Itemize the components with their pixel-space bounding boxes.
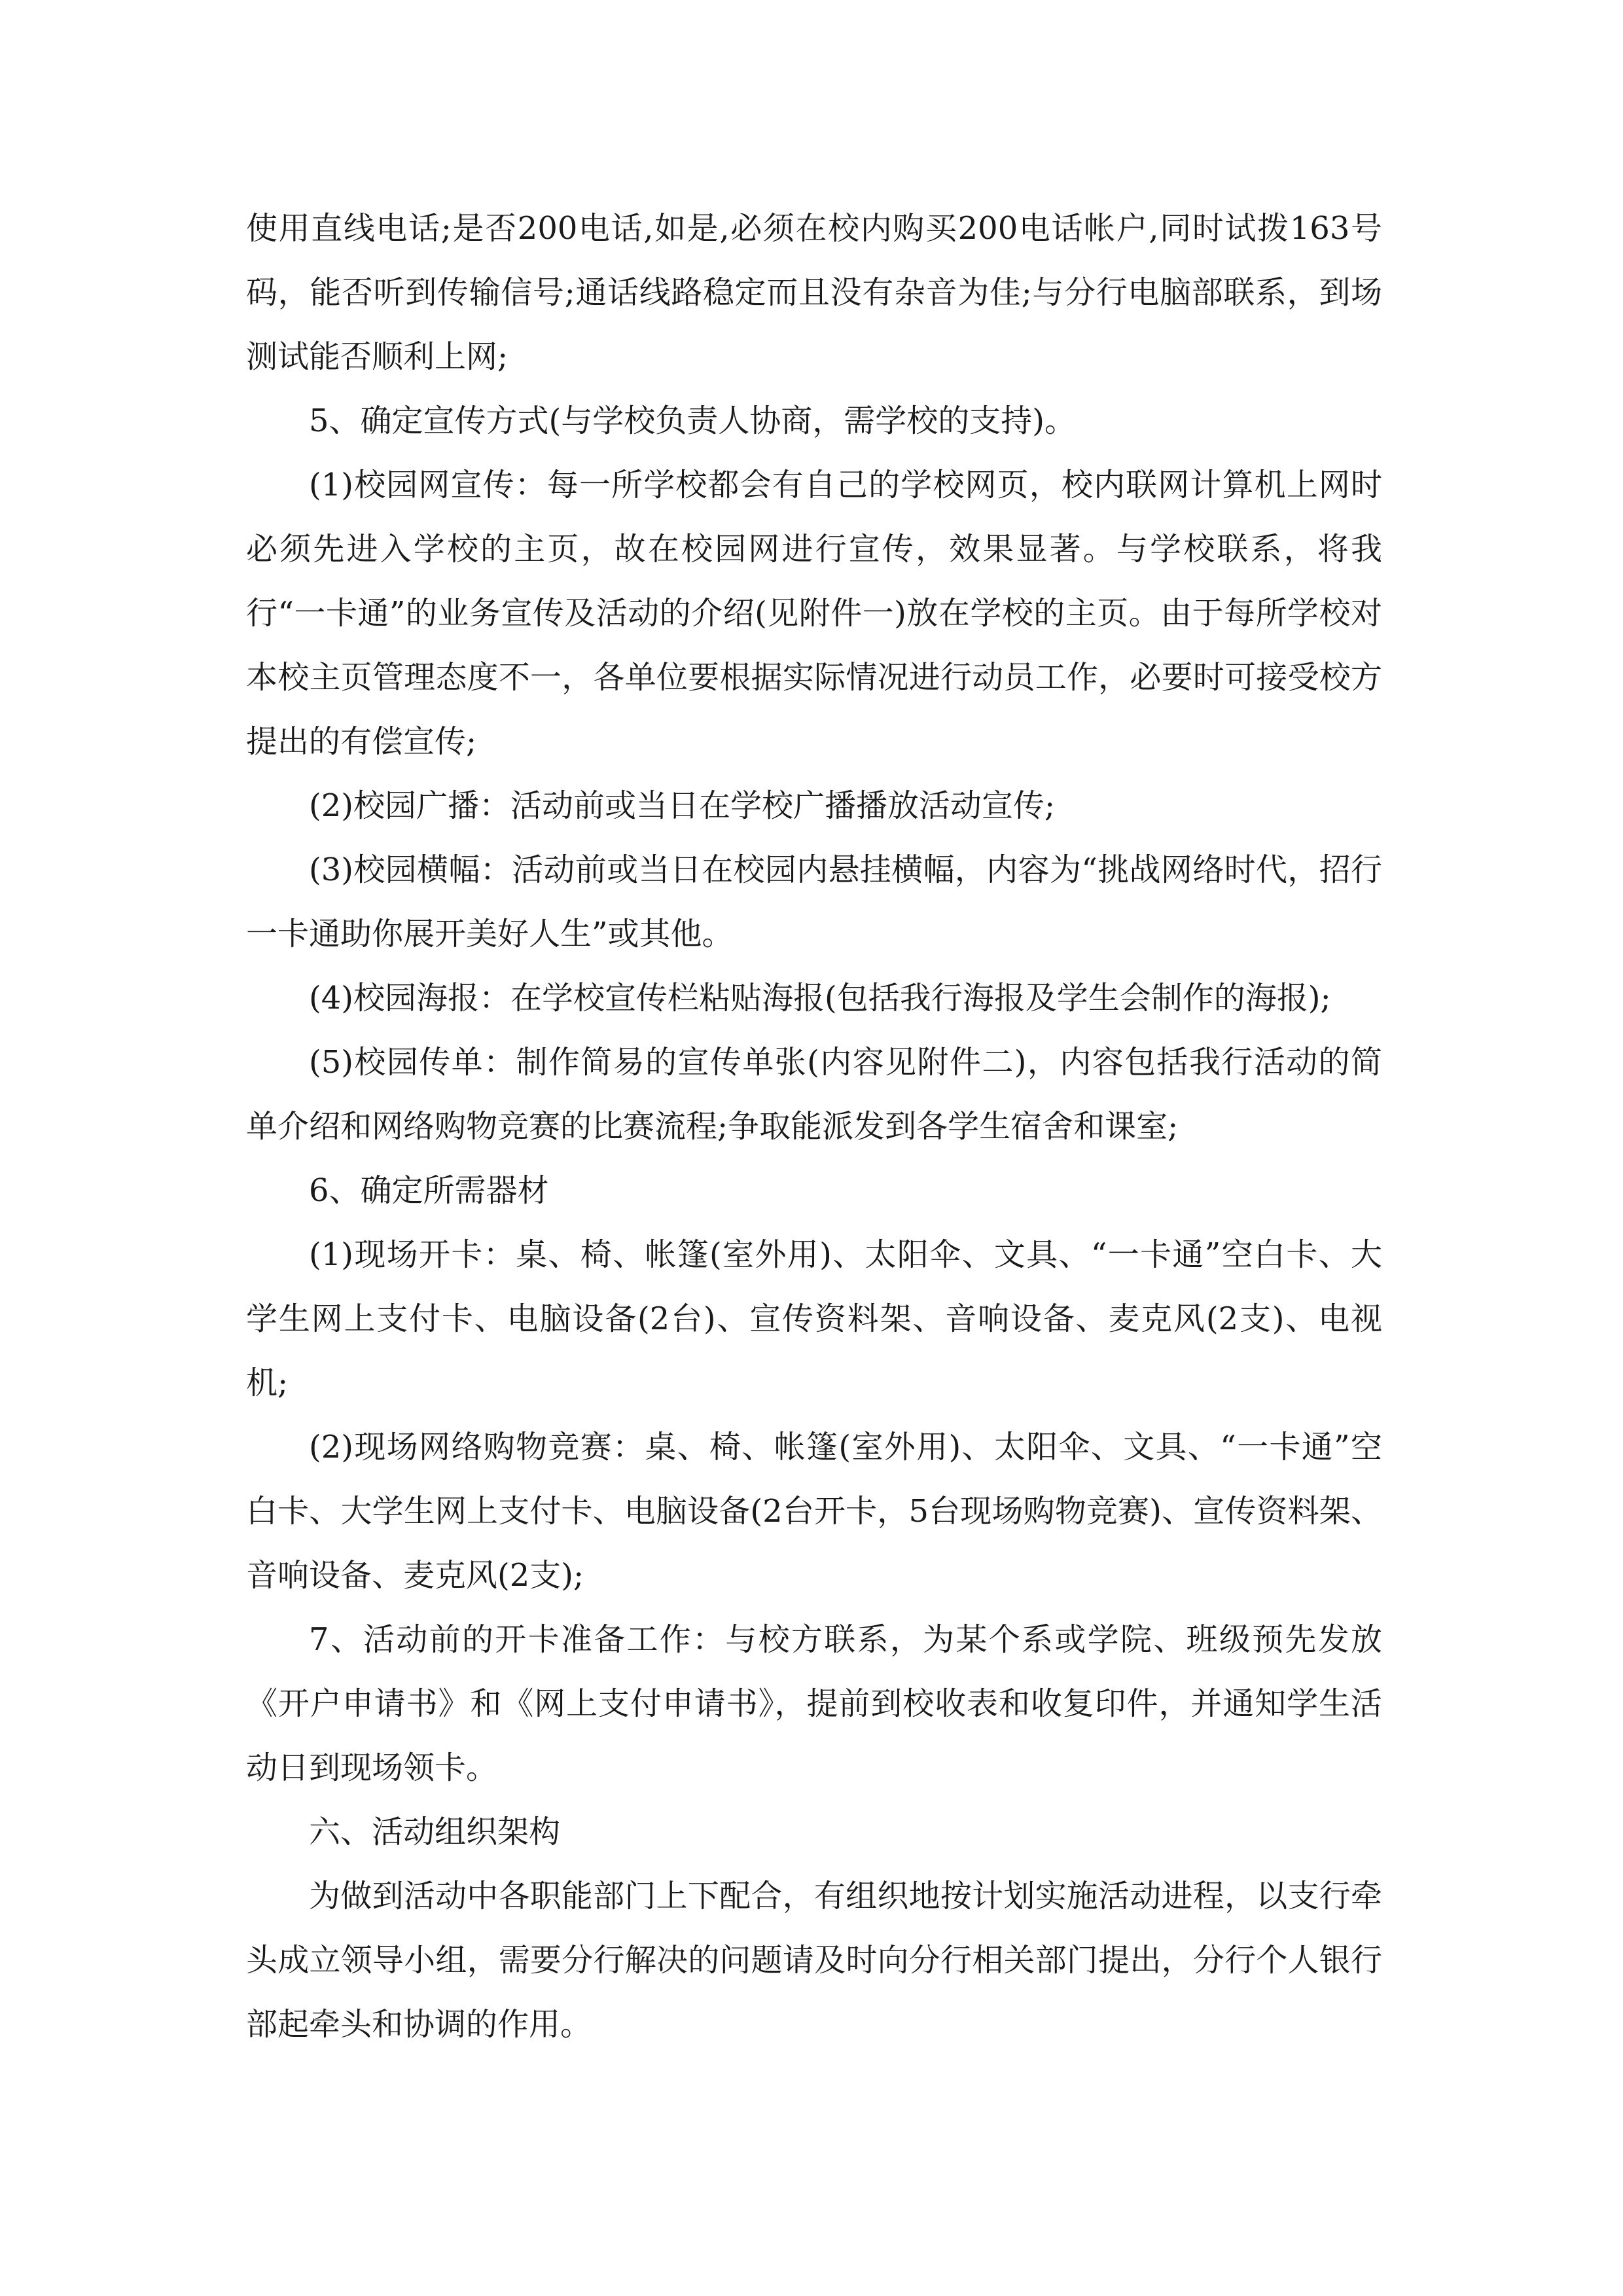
paragraph-section-7-preparation: 7、活动前的开卡准备工作：与校方联系，为某个系或学院、班级预先发放《开户申请书》和《网上支付申请书》，提前到校收表和收复印件，并通知学生活动日到现场领卡。 xyxy=(246,1621,1382,1786)
paragraph-campus-flyer: (5)校园传单：制作简易的宣传单张(内容见附件二)，内容包括我行活动的简单介绍和网络购物竞赛的比赛流程;争取能派发到各学生宿舍和课室; xyxy=(246,1044,1382,1145)
paragraph-campus-broadcast: (2)校园广播：活动前或当日在学校广播播放活动宣传; xyxy=(309,787,1056,824)
document-body xyxy=(246,196,1382,2056)
paragraph-campus-website: (1)校园网宣传：每一所学校都会有自己的学校网页，校内联网计算机上网时必须先进入学校的主页，故在校园网进行宣传，效果显著。与学校联系，将我行“一卡通”的业务宣传及活动的介绍(见附件一)放在学校的主页。由于每所学校对本校主页管理态度不一，各单位要根据实际情况进行动员工作，必要时可接受校方提出的有偿宣传; xyxy=(246,467,1382,760)
paragraph-organization-structure: 为做到活动中各职能部门上下配合，有组织地按计划实施活动进程，以支行牵头成立领导小组，需要分行解决的问题请及时向分行相关部门提出，分行个人银行部起牵头和协调的作用。 xyxy=(246,1878,1382,2043)
paragraph-onsite-shopping-contest: (2)现场网络购物竞赛：桌、椅、帐篷(室外用)、太阳伞、文具、“一卡通”空白卡、大学生网上支付卡、电脑设备(2台开卡，5台现场购物竞赛)、宣传资料架、音响设备、麦克风(2支); xyxy=(246,1429,1382,1594)
paragraph-section-six-heading: 六、活动组织架构 xyxy=(309,1814,561,1850)
paragraph-section-6-heading: 6、确定所需器材 xyxy=(309,1172,549,1209)
paragraph-campus-poster: (4)校园海报：在学校宣传栏粘贴海报(包括我行海报及学生会制作的海报); xyxy=(309,980,1331,1016)
paragraph-campus-banner: (3)校园横幅：活动前或当日在校园内悬挂横幅，内容为“挑战网络时代，招行一卡通助你展开美好人生”或其他。 xyxy=(246,852,1382,952)
paragraph-section-5-heading: 5、确定宣传方式(与学校负责人协商，需学校的支持)。 xyxy=(309,403,1076,439)
paragraph-onsite-card-opening: (1)现场开卡：桌、椅、帐篷(室外用)、太阳伞、文具、“一卡通”空白卡、大学生网上支付卡、电脑设备(2台)、宣传资料架、音响设备、麦克风(2支)、电视机; xyxy=(246,1236,1382,1401)
paragraph-phone-line-continued: 使用直线电话;是否200电话,如是,必须在校内购买200电话帐户,同时试拨163号码，能否听到传输信号;通话线路稳定而且没有杂音为佳;与分行电脑部联系，到场测试能否顺利上网; xyxy=(246,210,1382,375)
